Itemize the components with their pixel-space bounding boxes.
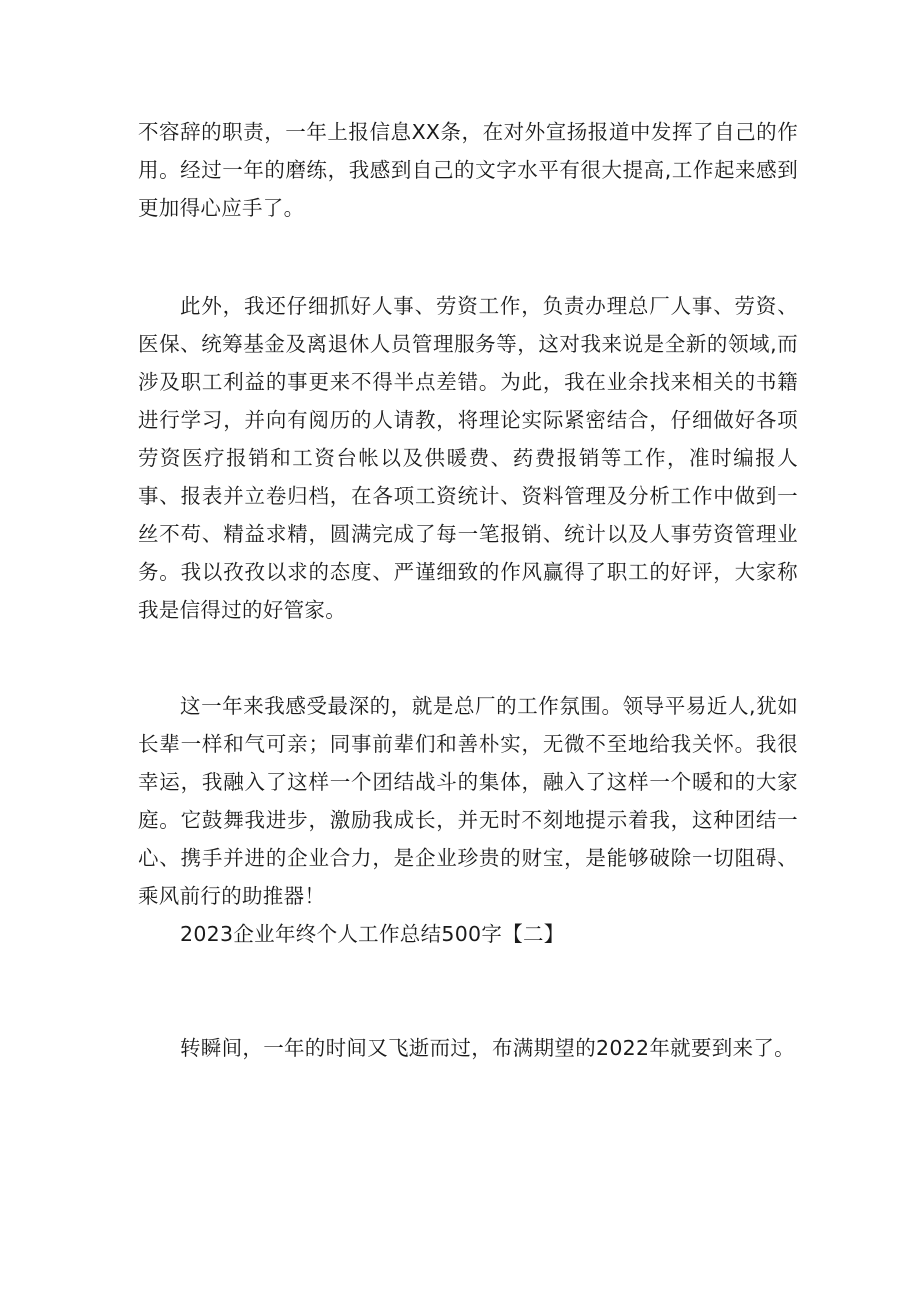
document-body <box>138 113 798 1067</box>
paragraph-work-atmosphere: 这一年来我感受最深的，就是总厂的工作氛围。领导平易近人,犹如长辈一样和气可亲；同事前辈们和善朴实，无微不至地给我关怀。我很幸运，我融入了这样一个团结战斗的集体，融入了这样一个暖和的大家庭。它鼓舞我进步，激励我成长，并无时不刻地提示着我，这种团结一心、携手并进的企业合力，是企业珍贵的财宝，是能够破除一切阻碍、乘风前行的助推器！ <box>138 694 798 908</box>
paragraph-continuation: 不容辞的职责，一年上报信息XX条，在对外宣扬报道中发挥了自己的作用。经过一年的磨练，我感到自己的文字水平有很大提高,工作起来感到更加得心应手了。 <box>138 120 798 220</box>
section-heading: 2023企业年终个人工作总结500字【二】 <box>180 922 565 946</box>
paragraph-personnel-work: 此外，我还仔细抓好人事、劳资工作，负责办理总厂人事、劳资、医保、统筹基金及离退休人员管理服务等，这对我来说是全新的领域,而涉及职工利益的事更来不得半点差错。为此，我在业余找来相关的书籍进行学习，并向有阅历的人请教，将理论实际紧密结合，仔细做好各项劳资医疗报销和工资台帐以及供暖费、药费报销等工作，准时编报人事、报表并立卷归档，在各项工资统计、资料管理及分析工作中做到一丝不苟、精益求精，圆满完成了每一笔报销、统计以及人事劳资管理业务。我以孜孜以求的态度、严谨细致的作风赢得了职工的好评，大家称我是信得过的好管家。 <box>138 294 798 622</box>
paragraph-closing: 转瞬间，一年的时间又飞逝而过，布满期望的2022年就要到来了。 <box>180 1036 795 1060</box>
